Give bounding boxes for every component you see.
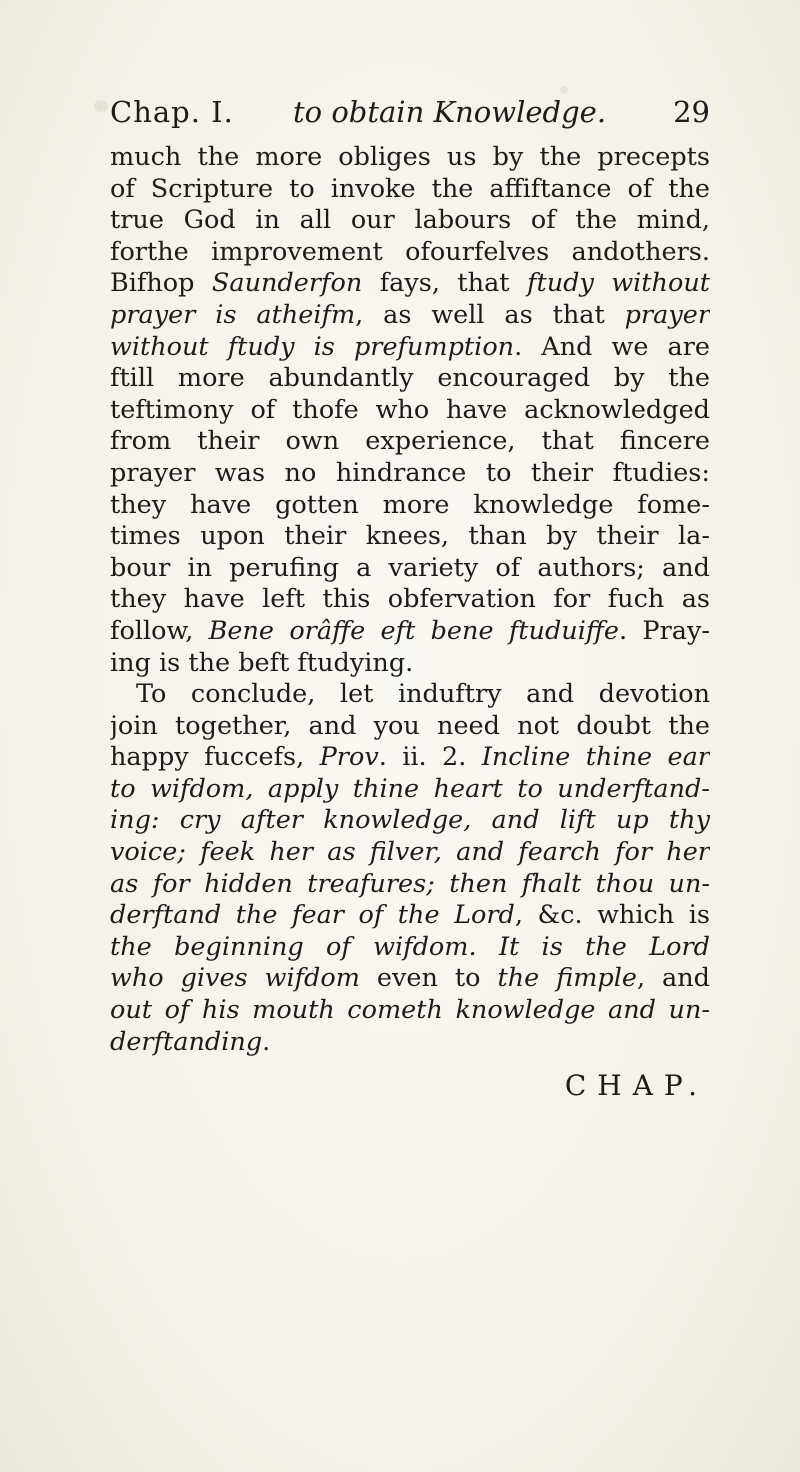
text-segment: forthe improvement ofourfelves andothers. — [110, 236, 710, 267]
text-line — [110, 995, 710, 1027]
text-line — [110, 521, 710, 553]
text-segment: of Scripture to invoke the affiftance of the — [110, 173, 710, 204]
text-line — [110, 237, 710, 269]
italic-text: Bene orâffe eft bene ftuduiffe — [208, 615, 620, 646]
italic-text: to wifdom, apply thine heart to underftand- — [110, 773, 710, 804]
text-line — [110, 490, 710, 522]
italic-text: as for hidden treafures; then fhalt thou un- — [110, 868, 710, 899]
text-line — [110, 1027, 710, 1059]
text-line — [110, 900, 710, 932]
text-line — [110, 395, 710, 427]
text-line — [110, 553, 710, 585]
text-segment: happy fuccefs, — [110, 742, 320, 773]
italic-text: Saunderfon — [211, 268, 363, 299]
text-line — [110, 616, 710, 648]
text-line — [110, 837, 710, 869]
text-line — [110, 648, 710, 680]
text-segment: times upon their knees, than by their la- — [110, 521, 710, 552]
text-segment: fays, that — [362, 268, 528, 299]
text-line — [110, 742, 710, 774]
text-line — [110, 679, 710, 711]
italic-text: prayer is atheifm — [110, 299, 356, 330]
text-segment: bour in perufing a variety of authors; and — [110, 552, 710, 583]
text-segment: . ii. 2. — [378, 742, 482, 773]
text-line — [110, 205, 710, 237]
text-segment: even to — [359, 963, 498, 994]
text-line — [110, 458, 710, 490]
italic-text: without ftudy is prefumption — [110, 331, 515, 362]
text-line — [110, 142, 710, 174]
text-line — [110, 805, 710, 837]
text-segment: To conclude, let induftry and devotion — [136, 679, 710, 710]
text-line — [110, 426, 710, 458]
italic-text: prayer — [624, 299, 710, 330]
text-line — [110, 584, 710, 616]
italic-text: derftanding — [110, 1026, 263, 1057]
text-segment: , &c. which is — [514, 900, 710, 931]
text-line — [110, 774, 710, 806]
text-segment: they have gotten more knowledge fome- — [110, 489, 710, 520]
text-line — [110, 268, 710, 300]
text-line — [110, 300, 710, 332]
text-segment: , as well as that — [355, 299, 625, 330]
text-segment: join together, and you need not doubt the — [110, 710, 710, 741]
text-line — [110, 174, 710, 206]
italic-text: the fimple — [497, 963, 637, 994]
text-segment: . Pray- — [619, 615, 710, 646]
page-number: 29 — [673, 95, 710, 129]
italic-text: out of his mouth cometh knowledge and un- — [110, 995, 710, 1026]
italic-text: Prov — [319, 742, 379, 773]
italic-text: ftudy without — [527, 268, 710, 299]
catchword: CHAP. — [564, 1069, 708, 1102]
text-line — [110, 963, 710, 995]
body-text — [110, 142, 710, 1058]
paper-stain — [94, 100, 108, 112]
text-segment: much the more obliges us by the precepts — [110, 142, 710, 172]
text-segment: , and — [636, 963, 710, 994]
text-segment: teftimony of thofe who have acknowledged — [110, 394, 710, 425]
italic-text: the beginning of wifdom. It is the Lord — [110, 931, 710, 962]
text-segment: from their own experience, that fincere — [110, 426, 710, 457]
running-header — [110, 92, 710, 132]
italic-text: derftand the fear of the Lord — [110, 900, 515, 931]
text-line — [110, 363, 710, 395]
text-segment: . — [262, 1026, 271, 1057]
text-segment: ftill more abundantly encouraged by the — [110, 363, 710, 394]
text-line — [110, 332, 710, 364]
text-line — [110, 869, 710, 901]
italic-text: ing: cry after knowledge, and lift up thy — [110, 805, 710, 836]
chapter-label: Chap. I. — [110, 95, 234, 129]
text-segment: prayer was no hindrance to their ftudies: — [110, 457, 710, 488]
italic-text: voice; feek her as filver, and fearch for her — [110, 837, 710, 868]
text-segment: follow, — [110, 615, 209, 646]
text-line — [110, 932, 710, 964]
running-title: to obtain Knowledge. — [293, 95, 607, 129]
italic-text: who gives wifdom — [110, 963, 360, 994]
text-segment: they have left this obfervation for fuch as — [110, 584, 710, 615]
text-segment: ing is the beft ftudying. — [110, 647, 414, 678]
text-segment: . And we are — [514, 331, 710, 362]
text-segment: true God in all our labours of the mind, — [110, 205, 710, 236]
text-line — [110, 711, 710, 743]
text-segment: Bifhop — [110, 268, 212, 299]
italic-text: Incline thine ear — [481, 742, 710, 773]
